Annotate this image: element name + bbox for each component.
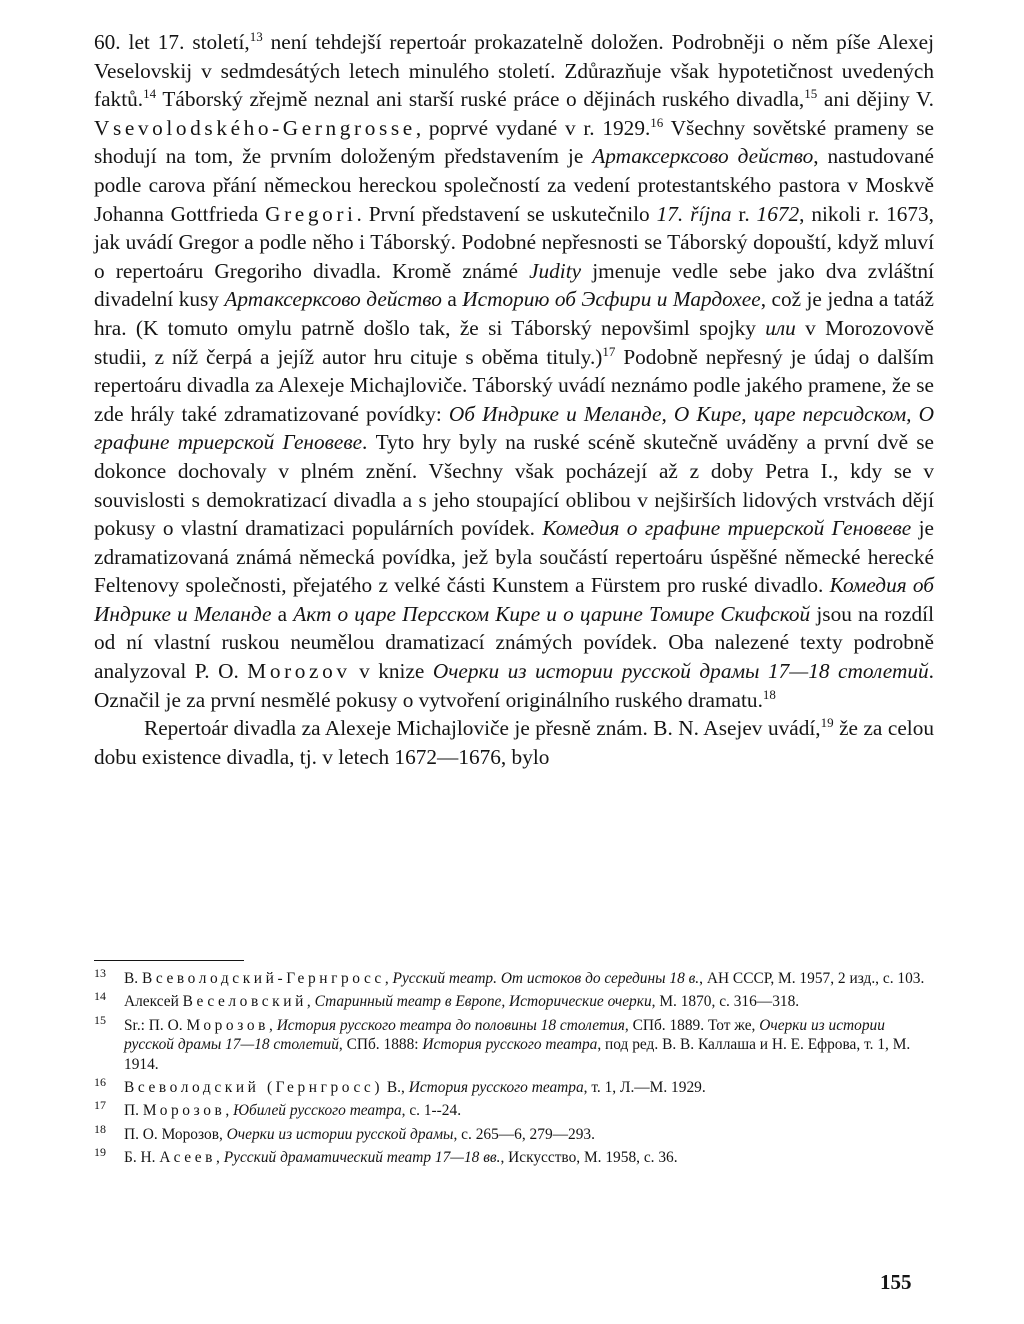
title-cyrillic: Артаксерксово действо xyxy=(224,287,442,312)
main-text xyxy=(94,28,934,771)
footnotes xyxy=(94,960,934,1172)
author-name: Morozov xyxy=(247,659,351,684)
footnote-17: 17 П. Морозов, Юбилей русского театра, с. 1--24. xyxy=(94,1098,462,1120)
footnote-18: 18 П. О. Морозов, Очерки из истории русской драмы, с. 265—6, 279—293. xyxy=(94,1121,595,1143)
footnote-ref-17: 17 xyxy=(602,343,616,359)
footnote-divider xyxy=(94,960,244,961)
footnote-19: 19 Б. Н. Асеев, Русский драматический театр 17—18 вв., Искусство, М. 1958, с. 36. xyxy=(94,1145,678,1167)
author-name: Gregori xyxy=(265,201,357,226)
footnote-ref-16: 16 xyxy=(650,114,664,130)
footnote-16: 16 Всеволодский (Гернгросс) В., История русского театра, т. 1, Л.—М. 1929. xyxy=(94,1075,706,1097)
title-cyrillic: Комедия об Индрике и Меланде xyxy=(94,573,935,626)
paragraph-2: Repertoár divadla za Alexeje Michajloviče je přesně znám. B. N. Asejev uvádí,$^{19}$ že za celou dobu existence divadla, tj. v letech 1672—1676, bylo xyxy=(94,715,934,769)
footnote-15: 15 Sr.: П. О. Морозов, История русского театра до половины 18 столетия, СПб. 1889. Тот же, Очерки из истории русской драмы 17—18 столетий, СПб. 1888: История русского театра, под ред. В. В. Каллаша и Н. Е. Ефрова, т. 1, М. 1914. xyxy=(94,1012,911,1073)
title-cyrillic: Комедия о графине триерской Геновеве xyxy=(542,516,912,541)
footnote-ref-18: 18 xyxy=(762,686,776,702)
footnote-14: 14 Алексей Веселовский, Старинный театр в Европе, Исторические очерки, М. 1870, с. 316—318. xyxy=(94,989,800,1011)
footnote-ref-13: 13 xyxy=(249,29,263,44)
page-number: 155 xyxy=(880,1270,912,1294)
title-cyrillic: Артаксерксово действо xyxy=(592,144,814,169)
footnote-ref-15: 15 xyxy=(804,86,818,102)
title-cyrillic: Историю об Эсфири и Мардохее xyxy=(462,287,761,312)
footnote-ref-19: 19 xyxy=(820,715,834,731)
paragraph-1: 60. let 17. století,$^{13}$ není tehdejší repertoár prokazatelně doložen. Podrobněji o něm píše Alexej Veselovskij v sedmdesátých letech minulého století. Zdůrazňuje však hypotetičnost uvedených faktů.$^{14}$ Táborský zřejmě neznal ani starší ruské práce o dějinách ruského divadla,$^{15}$ ani dějiny V. Vsevolodského-Gerngrosse, poprvé vydané v r. 1929.16 Všechny sovětské prameny se shodují na tom, že prvním doloženým představením je Артаксерксово действо, nastudované podle carova přání německou hereckou společností za vedení protestantského pastora v Moskvě Johanna Gottfrieda Gregori. První představení se uskutečnilo 17. října r. 1672, nikoli r. 1673, jak uvádí Gregor a podle něho i Táborský. Podobné nepřesnosti se Táborský dopouští, když mluví o repertoáru Gregoriho divadla. Kromě známé Judity jmenuje vedle sebe jako dva zvláštní divadelní kusy Артаксерксово действо a Историю об Эсфири и Мардохее, což je jedna a tatáž hra. (K tomuto omylu patrně došlo tak, že si Táborský nepovšiml spojky или v Morozovově studii, z níž čerpá a jejíž autor hru cituje s oběma tituly.)$^{17}$ Podobně nepřesný je údaj o dalším repertoáru divadla za Alexeje Michajloviče. Táborský uvádí neznámo podle jakého pramene, že se zde hrály také zdramatizované povídky: Об Индрике и Меланде, О Кире, царе персидском, О графине триерской Геновеве. Tyto hry byly na ruské scéně skutečně uváděny a první dvě se dokonce dochovaly v plném znění. Všechny však pocházejí až z doby Petra I., kdy se v souvislosti s demokratizací divadla a s jeho stoupající oblibou v nejširších lidových vrstvách dějí pokusy o vlastní dramatizaci populárních povídek. Комедия о графине триерской Геновеве je zdramatizovaná známá německá povídka, jež byla součástí repertoáru úspěšné německé herecké Feltenovy společnosti, přejatého z velké části Kunstem a Fürstem pro ruské divadlo. Комедия об Индрике и Меланде a Акт о царе Персском Кире и о царине Томире Скифской jsou na rozdíl od ní vlastní ruskou neumělou dramatizací známých povídek. Oba nalezené texty podrobně analyzoval P. O. Morozov v knize Очерки из истории русской драмы 17—18 столетий. Označil je za první nesmělé pokusy o vytvoření originálního ruského dramatu.$^{18}$ xyxy=(94,29,935,712)
footnote-ref-14: 14 xyxy=(143,86,157,102)
title-cyrillic: Очерки из истории русской драмы 17—18 столетий xyxy=(432,659,929,684)
title-cyrillic: Об Индрике и Меланде, О Кире, царе персидском, О графине триерской Геновеве xyxy=(94,401,934,455)
title-cyrillic: Акт о царе Персском Кире и о царине Томире Скифской xyxy=(293,601,811,626)
title-judity: Judity xyxy=(529,258,582,283)
footnote-13: 13 В. Всеволодский-Гернгросс, Русский театр. От истоков до середины 18 в., АН СССР, М. 1957, 2 изд., с. 103. xyxy=(94,966,925,987)
author-name: Vsevolodského-Gerngrosse xyxy=(94,115,416,140)
